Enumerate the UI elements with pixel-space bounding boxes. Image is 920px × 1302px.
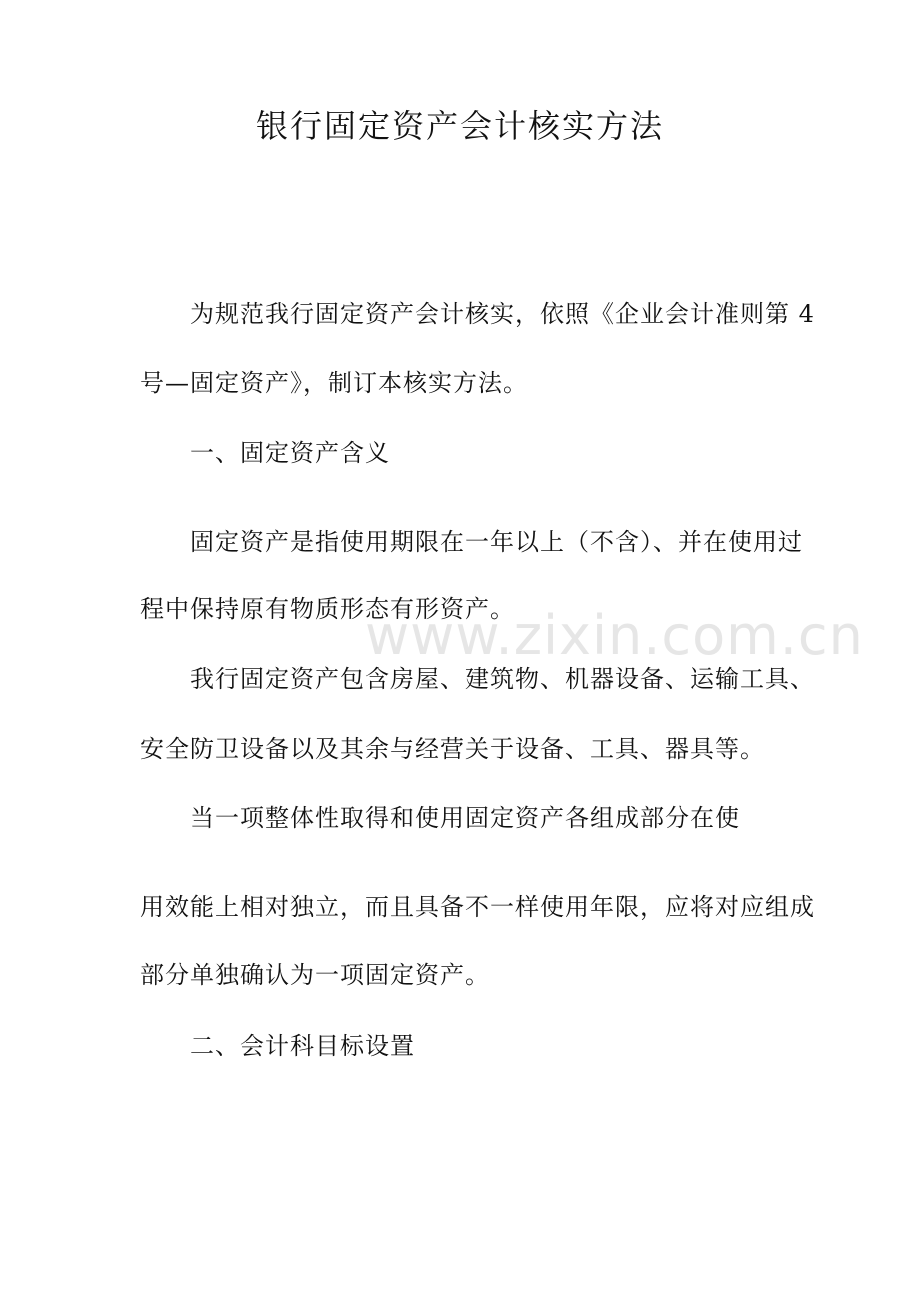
paragraph-components-line-3: 部分单独确认为一项固定资产。: [140, 961, 490, 989]
paragraph-scope-line-2: 安全防卫设备以及其余与经营关于设备、工具、器具等。: [140, 735, 765, 763]
paragraph-definition-line-1: 固定资产是指使用期限在一年以上（不含）、并在使用过: [190, 528, 803, 556]
paragraph-definition-line-2: 程中保持原有物质形态有形资产。: [140, 595, 515, 623]
paragraph-components-line-2: 用效能上相对独立，而且具备不一样使用年限，应将对应组成: [140, 893, 815, 921]
document-title: 银行固定资产会计核实方法: [255, 107, 664, 145]
paragraph-intro-line-1: 为规范我行固定资产会计核实，依照《企业会计准则第 4: [190, 300, 815, 328]
paragraph-scope-line-1: 我行固定资产包含房屋、建筑物、机器设备、运输工具、: [190, 665, 815, 693]
section-heading-2: 二、会计科目标设置: [190, 1032, 415, 1060]
section-heading-1: 一、固定资产含义: [190, 439, 390, 467]
paragraph-components-line-1: 当一项整体性取得和使用固定资产各组成部分在使: [190, 804, 740, 832]
watermark: www.zixin.com.cn: [365, 604, 864, 667]
paragraph-intro-line-2: 号—固定资产》，制订本核实方法。: [140, 369, 528, 397]
